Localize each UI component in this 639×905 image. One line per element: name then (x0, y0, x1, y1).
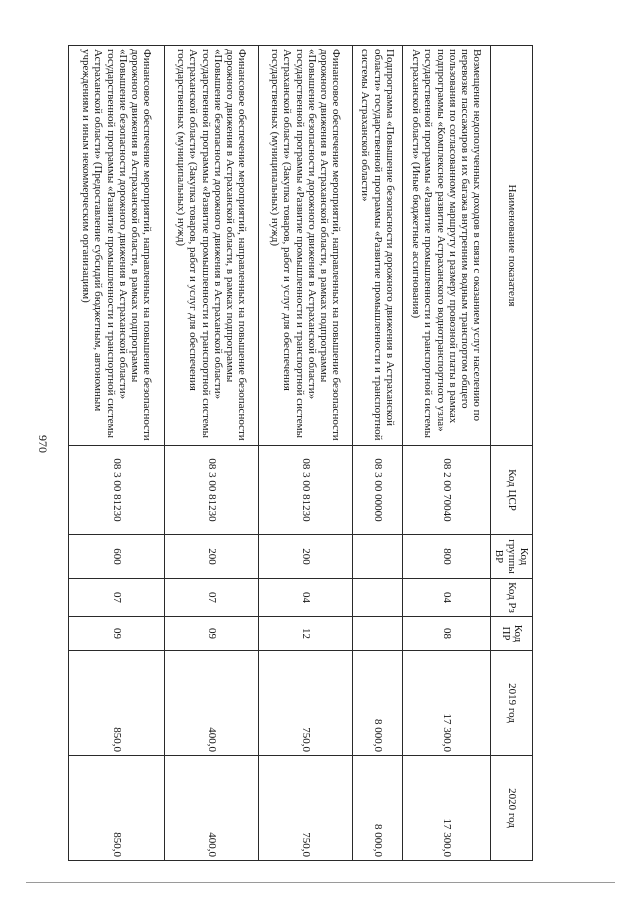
row-csr: 08 2 00 70040 (403, 446, 491, 535)
table-row (403, 46, 491, 861)
row-pr: 08 (403, 617, 491, 651)
row-pr: 09 (69, 617, 165, 651)
row-pr: 12 (259, 617, 353, 651)
row-name: Финансовое обеспечение мероприятий, направленных на повышение безопасности дорожного движения в Астраханской области, в рамках подпрограммы «Повышение безопасности дорожного движения в Астраханской области» государственной программы «Развитие промышленности и транспортной системы Астраханской области» (Предоставление субсидий бюджетным, автономным учреждениям и иным некоммерческим организациям) (69, 46, 165, 446)
table-header-row (491, 46, 533, 861)
rotated-page-holder (73, 45, 533, 860)
row-pr (353, 617, 403, 651)
table-row (259, 46, 353, 861)
row-2019: 17 300,0 (403, 651, 491, 756)
row-2020: 17 300,0 (403, 756, 491, 861)
header-rz: Код Рз (491, 579, 533, 617)
row-2020: 400,0 (165, 756, 259, 861)
row-2019: 850,0 (69, 651, 165, 756)
row-2019: 400,0 (165, 651, 259, 756)
rotated-table-container (73, 45, 533, 860)
row-2020: 750,0 (259, 756, 353, 861)
row-vr: 200 (165, 535, 259, 579)
row-2020: 8 000,0 (353, 756, 403, 861)
bottom-divider (26, 882, 615, 883)
row-rz: 07 (69, 579, 165, 617)
row-vr: 800 (403, 535, 491, 579)
table-row (165, 46, 259, 861)
row-rz (353, 579, 403, 617)
header-vr: Код группы ВР (491, 535, 533, 579)
header-csr: Код ЦСР (491, 446, 533, 535)
header-2020: 2020 год (491, 756, 533, 861)
row-2019: 8 000,0 (353, 651, 403, 756)
row-vr: 600 (69, 535, 165, 579)
page-number: 970 (36, 435, 50, 453)
row-name: Финансовое обеспечение мероприятий, направленных на повышение безопасности дорожного движения в Астраханской области, в рамках подпрограммы «Повышение безопасности дорожного движения в Астраханской области» государственной программы «Развитие промышленности и транспортной системы Астраханской области» (Закупка товаров, работ и услуг для обеспечения государственных (муниципальных) нужд) (165, 46, 259, 446)
header-pr: Код ПР (491, 617, 533, 651)
row-vr (353, 535, 403, 579)
row-vr: 200 (259, 535, 353, 579)
row-2019: 750,0 (259, 651, 353, 756)
row-rz: 07 (165, 579, 259, 617)
header-2019: 2019 год (491, 651, 533, 756)
row-name: Финансовое обеспечение мероприятий, направленных на повышение безопасности дорожного движения в Астраханской области, в рамках подпрограммы «Повышение безопасности дорожного движения в Астраханской области» государственной программы «Развитие промышленности и транспортной системы Астраханской области» (Закупка товаров, работ и услуг для обеспечения государственных (муниципальных) нужд) (259, 46, 353, 446)
row-csr: 08 3 00 81230 (259, 446, 353, 535)
header-name: Наименование показателя (491, 46, 533, 446)
table-row (353, 46, 403, 861)
row-csr: 08 3 00 81230 (165, 446, 259, 535)
row-csr: 08 3 00 00000 (353, 446, 403, 535)
row-csr: 08 3 00 81230 (69, 446, 165, 535)
row-name: Подпрограмма «Повышение безопасности дорожного движения в Астраханской области» государственной программы «Развитие промышленности и транспортной системы Астраханской области» (353, 46, 403, 446)
budget-table (68, 45, 533, 861)
row-pr: 09 (165, 617, 259, 651)
row-2020: 850,0 (69, 756, 165, 861)
row-rz: 04 (403, 579, 491, 617)
table-row (69, 46, 165, 861)
row-name: Возмещение недополученных доходов в связи с оказанием услуг населению по перевозке пассажиров и их багажа внутренним водным транспортом общего пользования по согласованному маршруту и размеру провозной платы в рамках подпрограммы «Комплексное развитие Астраханского воднотранспортного узла» государственной программы «Развитие промышленности и транспортной системы Астраханской области» (Иные бюджетные ассигнования) (403, 46, 491, 446)
row-rz: 04 (259, 579, 353, 617)
